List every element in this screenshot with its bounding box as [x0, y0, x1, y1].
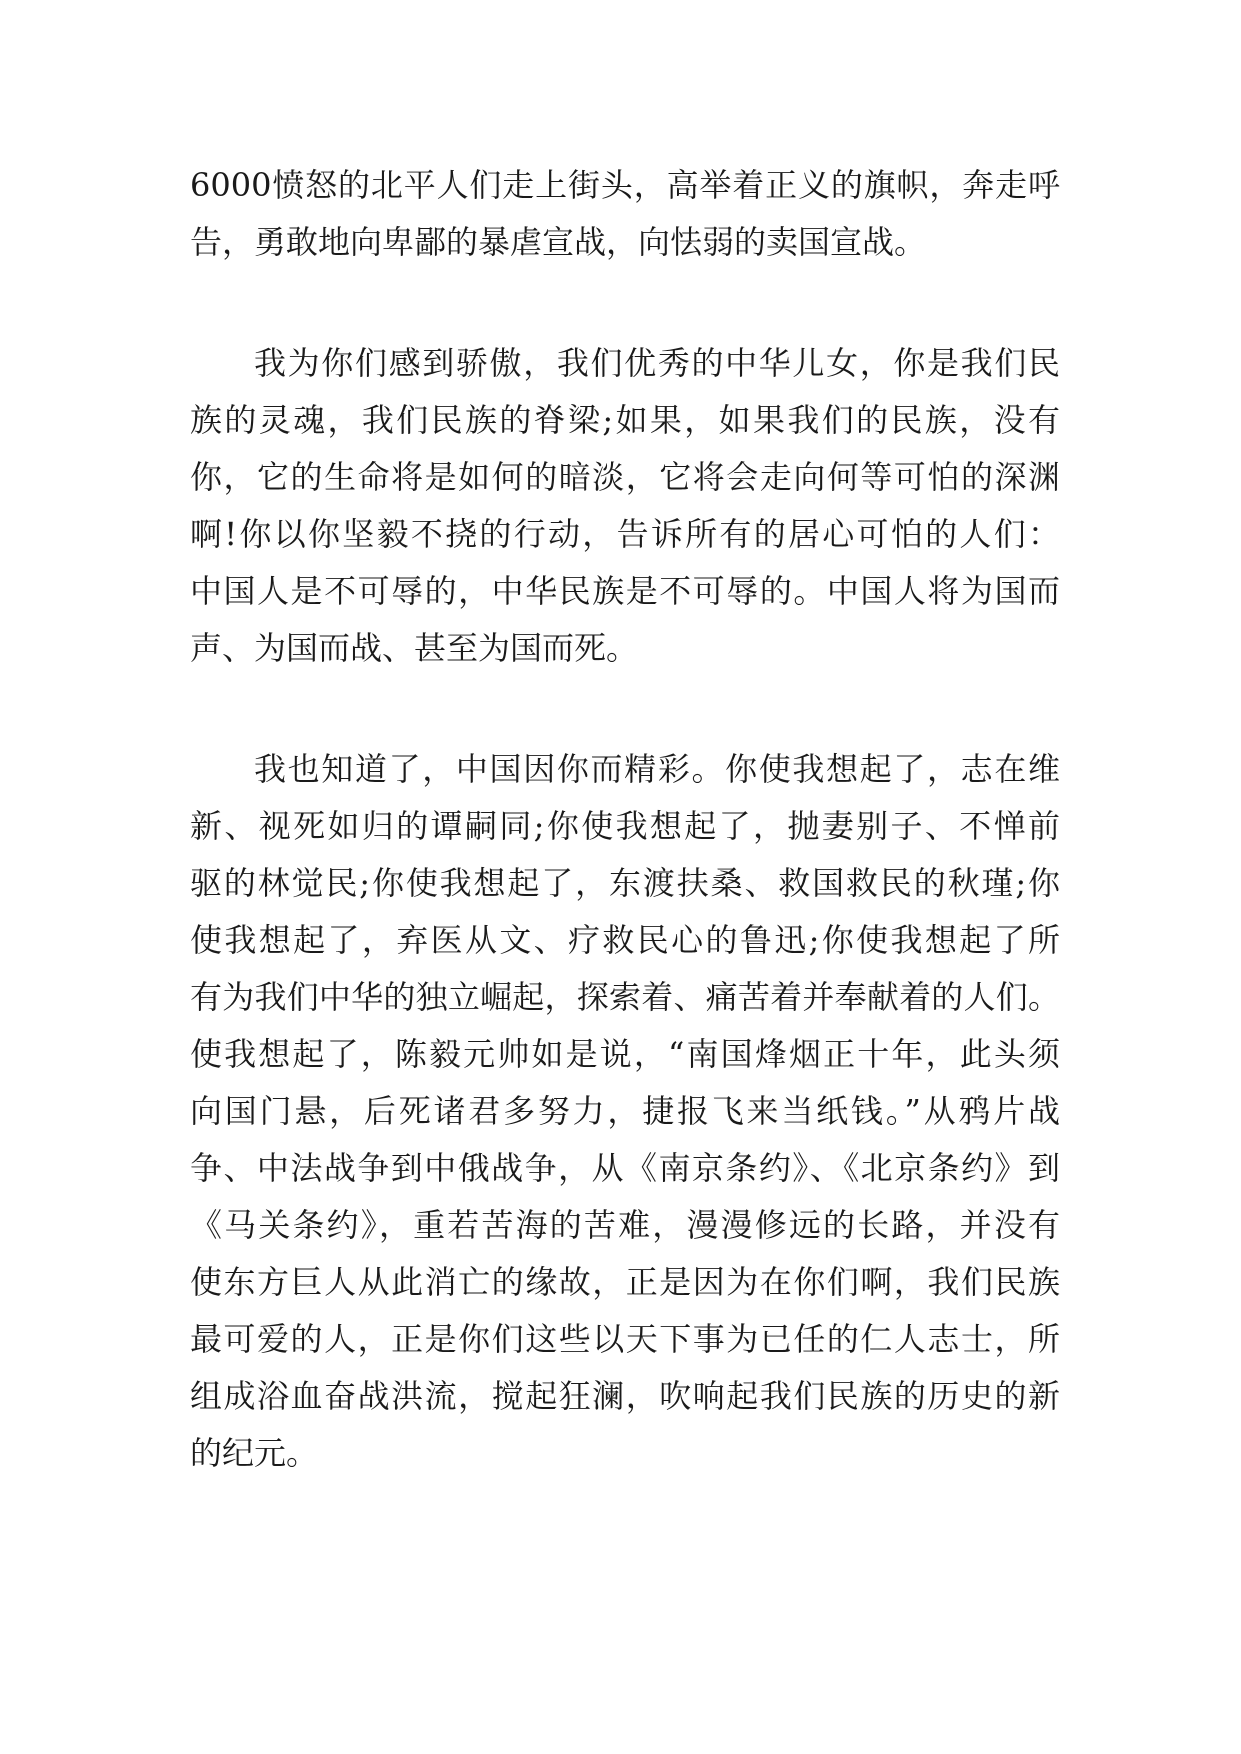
paragraph-line: 我为你们感到骄傲，我们优秀的中华儿女，你是我们民: [254, 344, 1060, 382]
paragraph-line: 中国人是不可辱的，中华民族是不可辱的。中国人将为国而: [190, 572, 1060, 610]
paragraph-line: 使我想起了，陈毅元帅如是说，“南国烽烟正十年，此头须: [190, 1035, 1060, 1073]
paragraph-line: 我也知道了，中国因你而精彩。你使我想起了，志在维: [254, 750, 1060, 788]
paragraph-line: 驱的林觉民;你使我想起了，东渡扶桑、救国救民的秋瑾;你: [190, 864, 1060, 902]
paragraph-line: 你，它的生命将是如何的暗淡，它将会走向何等可怕的深渊: [190, 458, 1060, 496]
paragraph-line: 告，勇敢地向卑鄙的暴虐宣战，向怯弱的卖国宣战。: [190, 223, 927, 261]
paragraph-line: 使我想起了，弃医从文、疗救民心的鲁迅;你使我想起了所: [190, 921, 1060, 959]
paragraph-line: 最可爱的人，正是你们这些以天下事为已任的仁人志士，所: [190, 1320, 1060, 1358]
paragraph-line: 的纪元。: [190, 1434, 319, 1472]
paragraph-line: 有为我们中华的独立崛起，探索着、痛苦着并奉献着的人们。: [190, 978, 1060, 1016]
paragraph-line: 争、中法战争到中俄战争，从《南京条约》、《北京条约》到: [190, 1149, 1060, 1187]
paragraph-line: 组成浴血奋战洪流，搅起狂澜，吹响起我们民族的历史的新: [190, 1377, 1060, 1415]
paragraph-line: 《马关条约》，重若苦海的苦难，漫漫修远的长路，并没有: [190, 1206, 1060, 1244]
paragraph-line: 使东方巨人从此消亡的缘故，正是因为在你们啊，我们民族: [190, 1263, 1060, 1301]
paragraph-line: 6000愤怒的北平人们走上街头，高举着正义的旗帜，奔走呼: [190, 166, 1060, 204]
paragraph-line: 族的灵魂，我们民族的脊梁;如果，如果我们的民族，没有: [190, 401, 1060, 439]
paragraph-line: 向国门悬，后死诸君多努力，捷报飞来当纸钱。”从鸦片战: [190, 1092, 1060, 1130]
paragraph-1: [190, 157, 1060, 271]
paragraph-3: [190, 741, 1060, 1482]
paragraph-line: 啊!你以你坚毅不挠的行动，告诉所有的居心可怕的人们：: [190, 515, 1060, 553]
paragraph-line: 新、视死如归的谭嗣同;你使我想起了，抛妻别子、不惮前: [190, 807, 1060, 845]
paragraph-line: 声、为国而战、甚至为国而死。: [190, 629, 639, 667]
paragraph-2: [190, 335, 1060, 677]
